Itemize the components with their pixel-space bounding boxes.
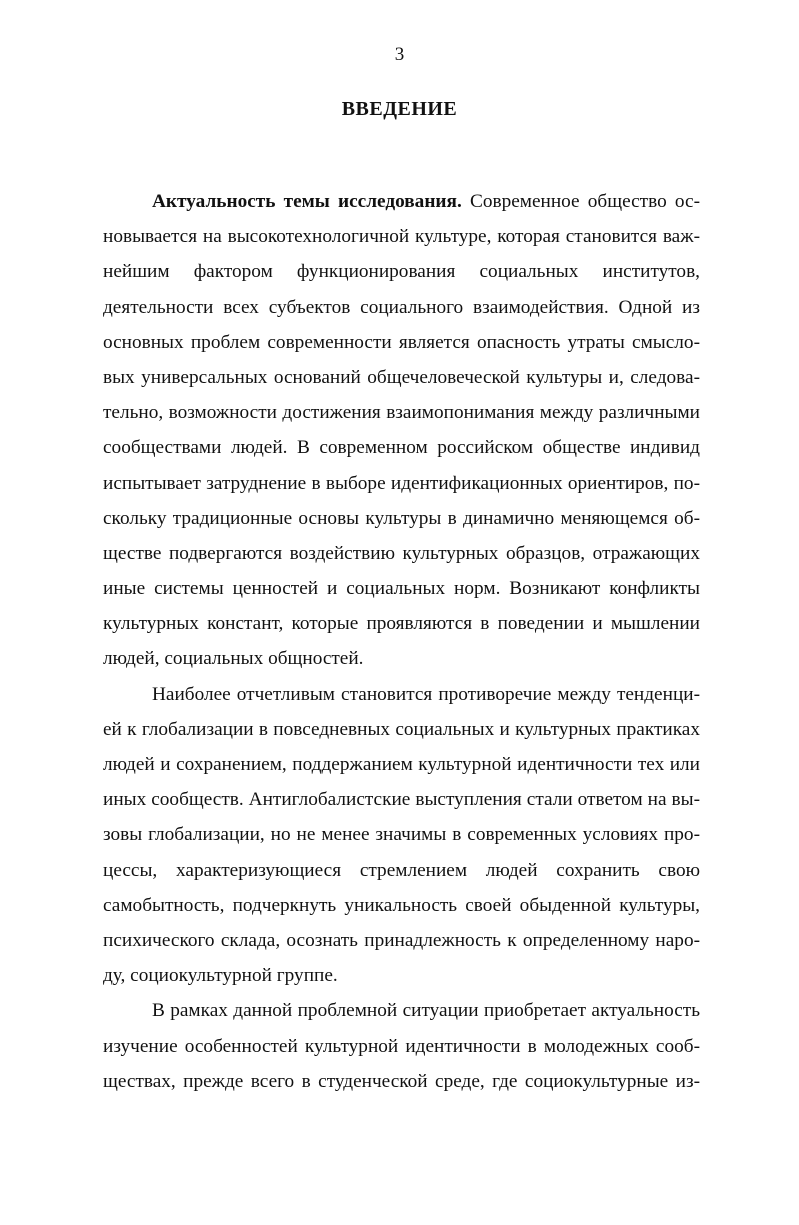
text-line [103, 190, 700, 225]
text-line: В рамках данной проблемной ситуации приобретает актуальность [152, 1000, 700, 1022]
text-line: людей и сохранением, поддержанием культурной идентичности тех или [103, 754, 700, 775]
text-line: ду, социокультурной группе. [103, 965, 338, 987]
section-title: ВВЕДЕНИЕ [341, 98, 458, 120]
text-line: сообществами людей. В современном российском обществе индивид [103, 437, 700, 459]
text-line: цессы, характеризующиеся стремлением людей сохранить свою [103, 859, 700, 881]
text-line: ществе подвергаются воздействию культурных образцов, отражающих [103, 542, 700, 564]
text-line: ей к глобализации в повседневных социальных и культурных практиках [103, 718, 700, 740]
text-line: культурных констант, которые проявляются в поведении и мышлении [103, 613, 700, 635]
text-line: зовы глобализации, но не менее значимы в современных условиях про- [103, 824, 700, 846]
paragraph-heading: Актуальность темы исследования. [152, 191, 462, 212]
text-line: тельно, возможности достижения взаимопонимания между различными [103, 402, 700, 424]
text-line: психического склада, осознать принадлежность к определенному наро- [103, 929, 700, 951]
text-line: испытывает затруднение в выборе идентификационных ориентиров, по- [103, 472, 700, 494]
text-line: изучение особенностей культурной идентичности в молодежных сооб- [103, 1035, 700, 1057]
text-line: скольку традиционные основы культуры в динамично меняющемся об- [103, 507, 700, 529]
text-line: иные системы ценностей и социальных норм. Возникают конфликты [103, 578, 700, 600]
text-line: деятельности всех субъектов социального взаимодействия. Одной из [103, 296, 700, 318]
text-line: Наиболее отчетливым становится противоречие между тенденци- [152, 683, 700, 705]
text-line: самобытность, подчеркнуть уникальность своей обыденной культуры, [103, 894, 700, 916]
document-body [103, 190, 700, 1105]
line-text: Современное общество ос- [461, 191, 700, 212]
text-line: нейшим фактором функционирования социальных институтов, [103, 261, 700, 283]
text-line: иных сообществ. Антиглобалистские выступления стали ответом на вы- [103, 789, 700, 811]
text-line: новывается на высокотехнологичной культуре, которая становится важ- [103, 226, 700, 248]
text-line: людей, социальных общностей. [103, 648, 364, 670]
text-line: основных проблем современности является опасность утраты смысло- [103, 331, 700, 353]
page-number: 3 [394, 44, 405, 65]
text-line: ществах, прежде всего в студенческой среде, где социокультурные из- [103, 1070, 700, 1092]
text-line: вых универсальных оснований общечеловеческой культуры и, следова- [103, 366, 700, 388]
